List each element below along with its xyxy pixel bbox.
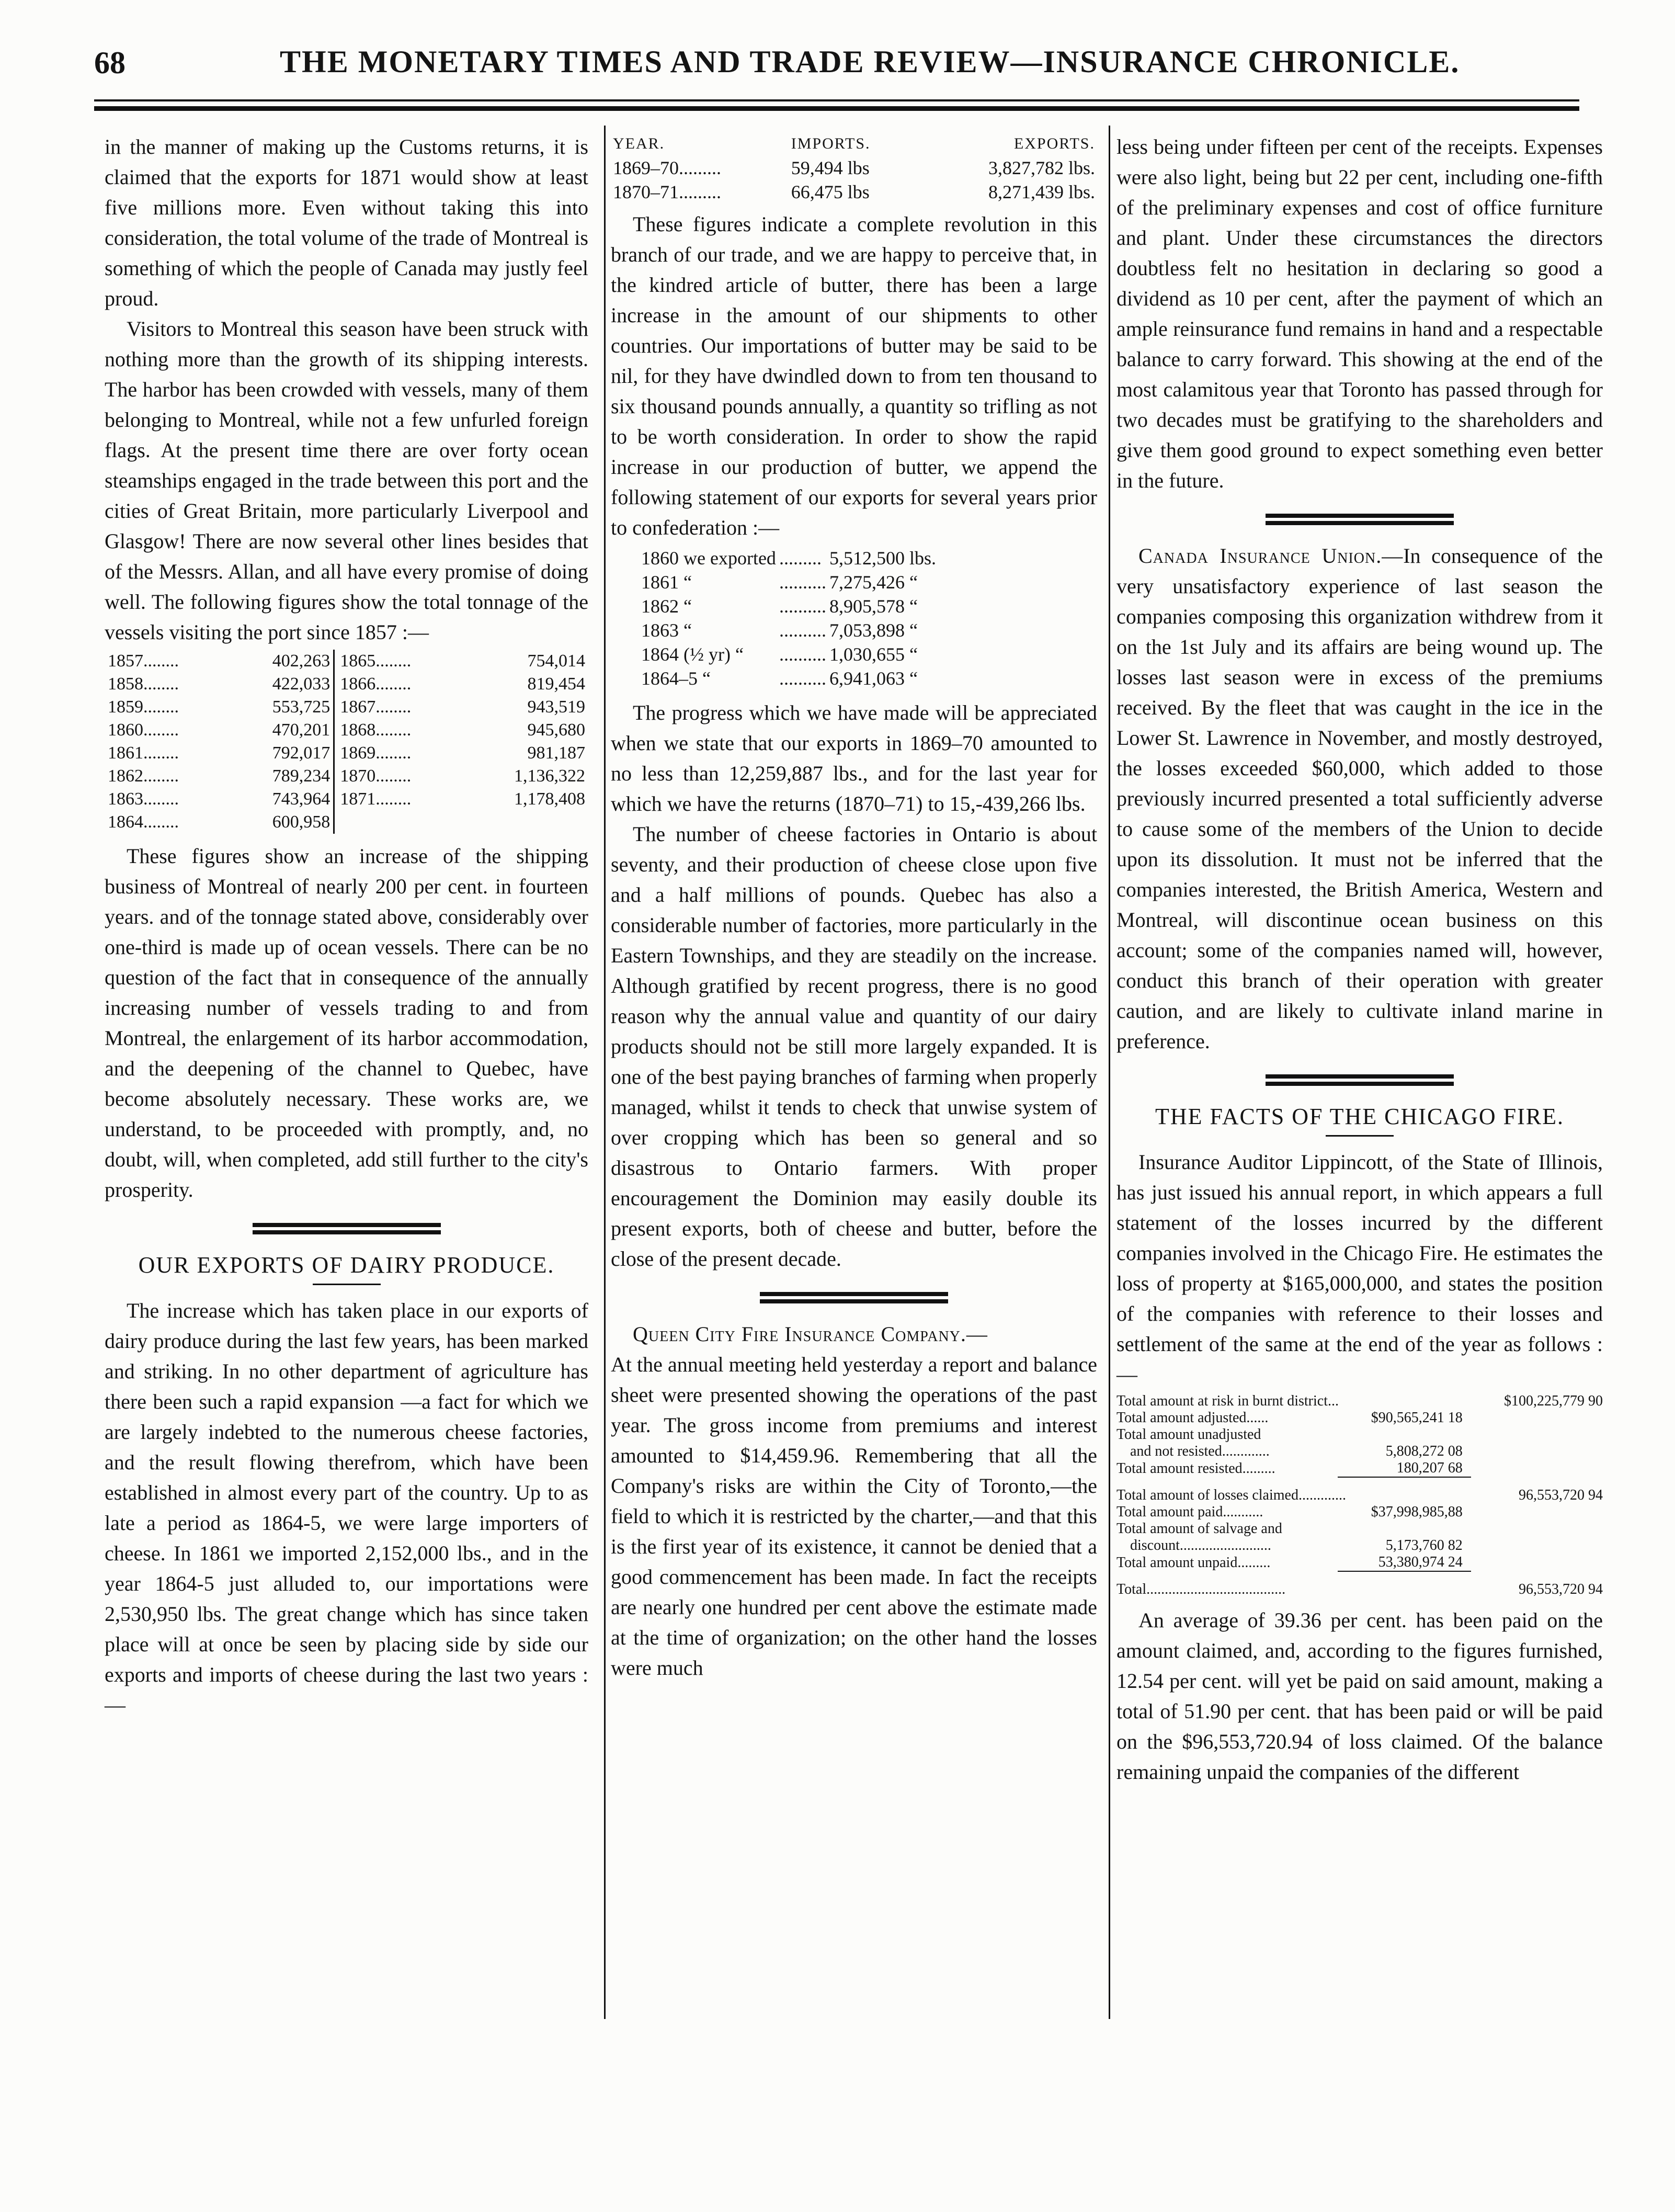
table-row (105, 719, 588, 742)
paragraph: The progress which we have made will be appreciated when we state that our exports in 1869–70 amounted to no less than 12,259,887 lbs., and for the last year for which we have the returns (1870–71) to 15,-439,266 lbs. (611, 701, 1097, 815)
year-cell: 1863 “ (641, 620, 692, 641)
label-cell: Total amount adjusted...... (1116, 1410, 1269, 1426)
tonnage-table (105, 650, 588, 834)
paragraph: An average of 39.36 per cent. has been paid on the amount claimed, and, according to the figures furnished, 12.54 per cent. will yet be paid on said amount, making a total of 51.90 per cent. that has been paid or will be paid on the $96,553,720.94 of loss claimed. Of the balance remaining unpaid the companies of the different (1116, 1608, 1603, 1784)
label-cell: Total amount at risk in burnt district... (1116, 1393, 1339, 1409)
table-row (1116, 1537, 1603, 1554)
label-cell: Total...................................... (1116, 1581, 1286, 1597)
table-row (105, 742, 588, 765)
tonnage-cell: 943,519 (527, 697, 585, 717)
year-cell: 1863........ (108, 789, 179, 809)
value-cell: 7,053,898 “ (829, 620, 918, 641)
table-row (641, 666, 939, 690)
value-cell: 5,512,500 lbs. (829, 548, 936, 569)
table-row (1116, 1521, 1603, 1537)
page-number: 68 (94, 46, 126, 80)
value-cell: 5,808,272 08 (1385, 1443, 1463, 1459)
table-row (105, 673, 588, 696)
table-row (105, 788, 588, 811)
paragraph: less being under fifteen per cent of the receipts. Expenses were also light, being but 22 per cent, including one-fifth of the preliminary expenses and cost of office furniture and plant. Under these circumstances the directors doubtless felt no hesitation in declaring so good a dividend as 10 per cent, after the payment of which an ample reinsurance fund remains in hand and a respectable balance to carry forward. This showing at the end of the most calamitous year that Toronto has passed through for two decades must be gratifying to the shareholders and give them good ground to expect something even better in the future. (1116, 135, 1603, 492)
table-row (1116, 1554, 1603, 1571)
tonnage-cell: 981,187 (527, 743, 585, 763)
section-divider (1266, 1074, 1454, 1086)
chicago-losses-table (1116, 1393, 1603, 1598)
year-cell: 1861........ (108, 743, 179, 763)
column-header: YEAR. (613, 135, 665, 152)
dot-leader: .......... (779, 596, 826, 617)
exports-cell: 3,827,782 lbs. (988, 157, 1095, 178)
year-cell: 1869........ (334, 742, 464, 765)
column-header: IMPORTS. (791, 135, 871, 152)
table-row (1116, 1460, 1603, 1477)
value-cell: 7,275,426 “ (829, 572, 918, 593)
table-row (1116, 1477, 1603, 1504)
dot-leader: .......... (779, 668, 826, 689)
heading-rule (313, 1284, 381, 1285)
tonnage-cell: 1,178,408 (514, 789, 585, 809)
exports-cell: 8,271,439 lbs. (988, 182, 1095, 202)
imports-cell: 66,475 lbs (791, 182, 870, 202)
label-cell: discount......................... (1130, 1537, 1271, 1553)
dot-leader: .......... (779, 644, 826, 665)
paragraph: Insurance Auditor Lippincott, of the State of Illinois, has just issued his annual report, in which appears a full statement of the losses incurred by the different companies involved in the Chicago Fire. He estimates the loss of property at $165,000,000, and states the position of the companies with reference to their losses and settlement of the same at the end of the year as follows :— (1116, 1150, 1603, 1386)
column-2 (611, 132, 1097, 1683)
section-heading-dairy: OUR EXPORTS OF DAIRY PRODUCE. (138, 1252, 555, 1278)
year-cell: 1862 “ (641, 596, 692, 617)
table-row (105, 811, 588, 834)
table-row (641, 618, 939, 642)
label-cell: Total amount resisted......... (1116, 1460, 1275, 1477)
paragraph: in the manner of making up the Customs returns, it is claimed that the exports for 1871 would show at least five millions more. Even without taking this into consideration, the total volume of the trade of Montreal is something of which the people of Canada may justly feel proud. (105, 135, 588, 310)
header-rule-thin (94, 99, 1579, 101)
dot-leader: .......... (779, 572, 826, 593)
paragraph: The increase which has taken place in our exports of dairy produce during the last few years, has been marked and striking. In no other department of agriculture has there been such a rapid expansion —a fact for which we are largely indebted to the numerous cheese factories, and the result flowing therefrom, which have been established in almost every part of the country. Up to as late a period as 1864-5, we were large importers of cheese. In 1861 we imported 2,152,000 lbs., and in the year 1864-5 just alluded to, our importations were 2,530,950 lbs. The great change which has since taken place will at once be seen by placing side by side our exports and imports of cheese during the last two years :— (105, 1299, 588, 1717)
year-cell: 1860........ (108, 720, 179, 740)
value-cell: 1,030,655 “ (829, 644, 918, 665)
table-row (641, 546, 939, 570)
tonnage-cell: 422,033 (272, 674, 331, 694)
year-cell: 1864........ (108, 812, 179, 832)
year-cell: 1857........ (108, 651, 179, 671)
year-cell: 1862........ (108, 766, 179, 786)
value-cell: 8,905,578 “ (829, 596, 918, 617)
tonnage-cell: 743,964 (272, 789, 331, 809)
tonnage-cell: 1,136,322 (514, 766, 585, 786)
paragraph: At the annual meeting held yesterday a report and balance sheet were presented showing the operations of the past year. The gross income from premiums and interest amounted to $14,459.96. Remembering that all the Company's risks are within the City of Toronto,—the field to which it is restricted by the charter,—and that this is the first year of its existence, it cannot be denied that a good commencement has been made. In fact the receipts are nearly one hundred per cent above the estimate made at the time of organization; on the other hand the losses were much (611, 1353, 1097, 1680)
year-cell: 1860 we exported (641, 548, 776, 569)
butter-exports-table (641, 546, 939, 690)
table-row (105, 650, 588, 673)
table-header-row (611, 132, 1097, 156)
value-cell: 180,207 68 (1338, 1460, 1471, 1477)
section-heading-queen-city: Queen City Fire Insurance Company.— (633, 1322, 988, 1346)
label-cell: Total amount of losses claimed............. (1116, 1487, 1346, 1503)
imports-cell: 59,494 lbs (791, 157, 870, 178)
year-cell: 1868........ (334, 719, 464, 742)
year-cell: 1871........ (334, 788, 464, 811)
table-row (1116, 1504, 1603, 1521)
label-cell: and not resisted............. (1130, 1443, 1270, 1459)
value-cell: $37,998,985,88 (1371, 1504, 1463, 1520)
table-row (1116, 1426, 1603, 1443)
tonnage-cell: 945,680 (527, 720, 585, 740)
year-cell: 1858........ (108, 674, 179, 694)
paragraph: These figures show an increase of the shipping business of Montreal of nearly 200 per cent. in fourteen years. and of the tonnage stated above, considerably over one-third is made up of ocean vessels. There can be no question of the fact that in consequence of the annually increasing number of vessels trading to and from Montreal, the enlargement of its harbor accommodation, and the deepening of the channel to Quebec, have become absolutely necessary. These works are, we understand, to be proceeded with promptly, and, no doubt, will, when completed, add still further to the city's prosperity. (105, 844, 588, 1201)
value-cell: $90,565,241 18 (1371, 1410, 1463, 1426)
year-cell: 1864–5 “ (641, 668, 711, 689)
paragraph: These figures indicate a complete revolution in this branch of our trade, and we are happy to perceive that, in the kindred article of butter, there has been a large increase in the amount of our shipments to other countries. Our importations of butter may be said to be nil, for they have dwindled down to from ten thousand to six thousand pounds annually, a quantity so trifling as not to be worth consideration. In order to show the rapid increase in our production of butter, we append the following statement of our exports for several years prior to confederation :— (611, 212, 1097, 539)
year-cell: 1861 “ (641, 572, 692, 593)
column-header: EXPORTS. (1013, 135, 1095, 152)
tonnage-cell: 789,234 (272, 766, 331, 786)
table-row (105, 765, 588, 788)
year-cell: 1864 (½ yr) “ (641, 644, 744, 665)
dot-leader: ......... (779, 548, 822, 569)
column-3 (1116, 132, 1603, 1787)
tonnage-cell: 600,958 (272, 812, 331, 832)
year-cell: 1866........ (334, 673, 464, 696)
tonnage-cell (463, 811, 588, 834)
cheese-trade-table (611, 132, 1097, 204)
dot-leader: .......... (779, 620, 826, 641)
table-row (641, 594, 939, 618)
value-cell: 5,173,760 82 (1385, 1537, 1463, 1553)
value-cell: 96,553,720 94 (1519, 1581, 1603, 1597)
label-cell: Total amount unpaid......... (1116, 1555, 1271, 1571)
tonnage-cell: 819,454 (527, 674, 585, 694)
year-cell: 1870........ (334, 765, 464, 788)
paragraph-text: In consequence of the very unsatisfactory experience of last season the companies composing this organization withdrew from it on the 1st July and its affairs are being wound up. The losses last season were in excess of the premiums received. By the fleet that was caught in the ice in the Lower St. Lawrence in November, and mostly destroyed, the losses exceeded $60,000, which added to those previously incurred presented a total sufficiently adverse to cause some of the members of the Union to decide upon its dissolution. It must not be inferred that the companies interested, the British America, Western and Montreal, will discontinue ocean business on this account; some of the companies named will, however, conduct this branch of their operation with greater caution, and are likely to cultivate inland marine in preference. (1116, 544, 1603, 1053)
table-row (1116, 1393, 1603, 1410)
paragraph: The number of cheese factories in Ontario is about seventy, and their production of cheese close upon five and a half millions of pounds. Quebec has also a considerable number of factories, more particularly in the Eastern Townships, and they are steadily on the increase. Although gratified by recent progress, there is no good reason why the annual value and quantity of our dairy products should not be still more largely expanded. It is one of the best paying branches of farming when properly managed, whilst it tends to check that unwise system of over cropping which has been so general and so disastrous to Ontario farmers. With proper encouragement the Dominion may easily double its present exports, both of cheese and butter, before the close of the present decade. (611, 822, 1097, 1271)
tonnage-cell: 553,725 (272, 697, 331, 717)
table-row (611, 180, 1097, 204)
tonnage-cell: 754,014 (527, 651, 585, 671)
section-heading-chicago: THE FACTS OF THE CHICAGO FIRE. (1155, 1104, 1564, 1129)
column-divider-2 (1109, 126, 1110, 2019)
value-cell: $100,225,779 90 (1504, 1393, 1603, 1409)
value-cell: 96,553,720 94 (1519, 1487, 1603, 1503)
year-cell: 1869–70......... (613, 157, 721, 178)
heading-rule (1326, 1135, 1394, 1137)
year-cell: 1859........ (108, 697, 179, 717)
tonnage-cell: 792,017 (272, 743, 331, 763)
section-divider (760, 1292, 948, 1303)
table-row (611, 156, 1097, 180)
section-heading-canada-union: Canada Insurance Union.— (1138, 544, 1404, 568)
value-cell: 53,380,974 24 (1338, 1554, 1471, 1571)
value-cell: 6,941,063 “ (829, 668, 918, 689)
year-cell: 1865........ (334, 650, 464, 673)
table-row (1116, 1443, 1603, 1460)
paragraph: Visitors to Montreal this season have been struck with nothing more than the growth of its shipping interests. The harbor has been crowded with vessels, many of them belonging to Montreal, while not a few unfurled foreign flags. At the present time there are over forty ocean steamships engaged in the trade between this port and the cities of Great Britain, more particularly Liverpool and Glasgow! There are now several other lines besides that of the Messrs. Allan, and all have every promise of doing well. The following figures show the total tonnage of the vessels visiting the port since 1857 :— (105, 317, 588, 644)
column-divider-1 (604, 126, 606, 2019)
column-1 (105, 132, 588, 1720)
header-rule-thick (94, 106, 1579, 111)
year-cell: 1870–71......... (613, 182, 721, 202)
label-cell: Total amount of salvage and (1116, 1521, 1282, 1537)
paragraph (611, 1319, 1097, 1349)
table-row (641, 642, 939, 666)
tonnage-cell: 470,201 (272, 720, 331, 740)
table-row (1116, 1410, 1603, 1426)
year-cell (334, 811, 464, 834)
paragraph (1116, 541, 1603, 1057)
year-cell: 1867........ (334, 696, 464, 719)
label-cell: Total amount unadjusted (1116, 1426, 1261, 1443)
tonnage-cell: 402,263 (272, 651, 331, 671)
label-cell: Total amount paid........... (1116, 1504, 1263, 1520)
table-row (105, 696, 588, 719)
section-divider (253, 1223, 441, 1234)
section-divider (1266, 514, 1454, 525)
running-head: THE MONETARY TIMES AND TRADE REVIEW—INSURANCE CHRONICLE. (280, 44, 1460, 79)
table-row (641, 570, 939, 594)
table-row (1116, 1571, 1603, 1598)
